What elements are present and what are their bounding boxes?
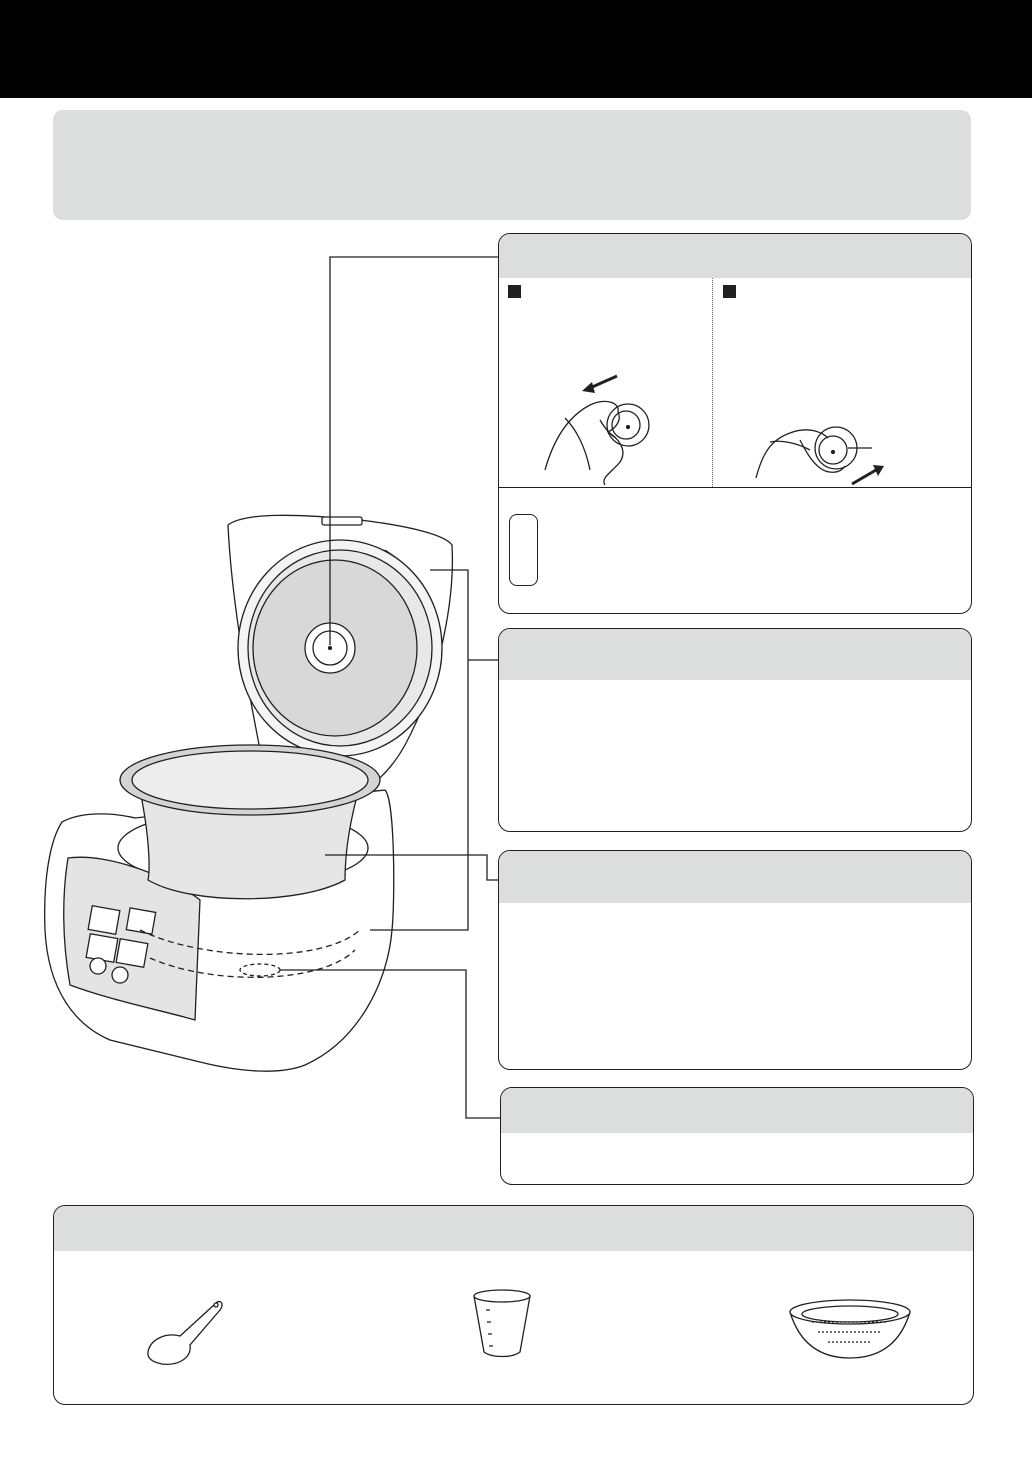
steam-basket-icon	[790, 1300, 910, 1358]
rice-cooker-illustration	[45, 515, 453, 1071]
step-1-arrow-head	[582, 382, 595, 393]
step-1-hand-illustration	[545, 401, 649, 485]
step-2-arrow	[852, 470, 876, 484]
step-1-arrow	[590, 376, 617, 388]
rice-paddle-spoon-icon	[148, 1302, 222, 1365]
step-2-hand-illustration	[756, 427, 872, 478]
measuring-cup-icon	[474, 1290, 530, 1357]
